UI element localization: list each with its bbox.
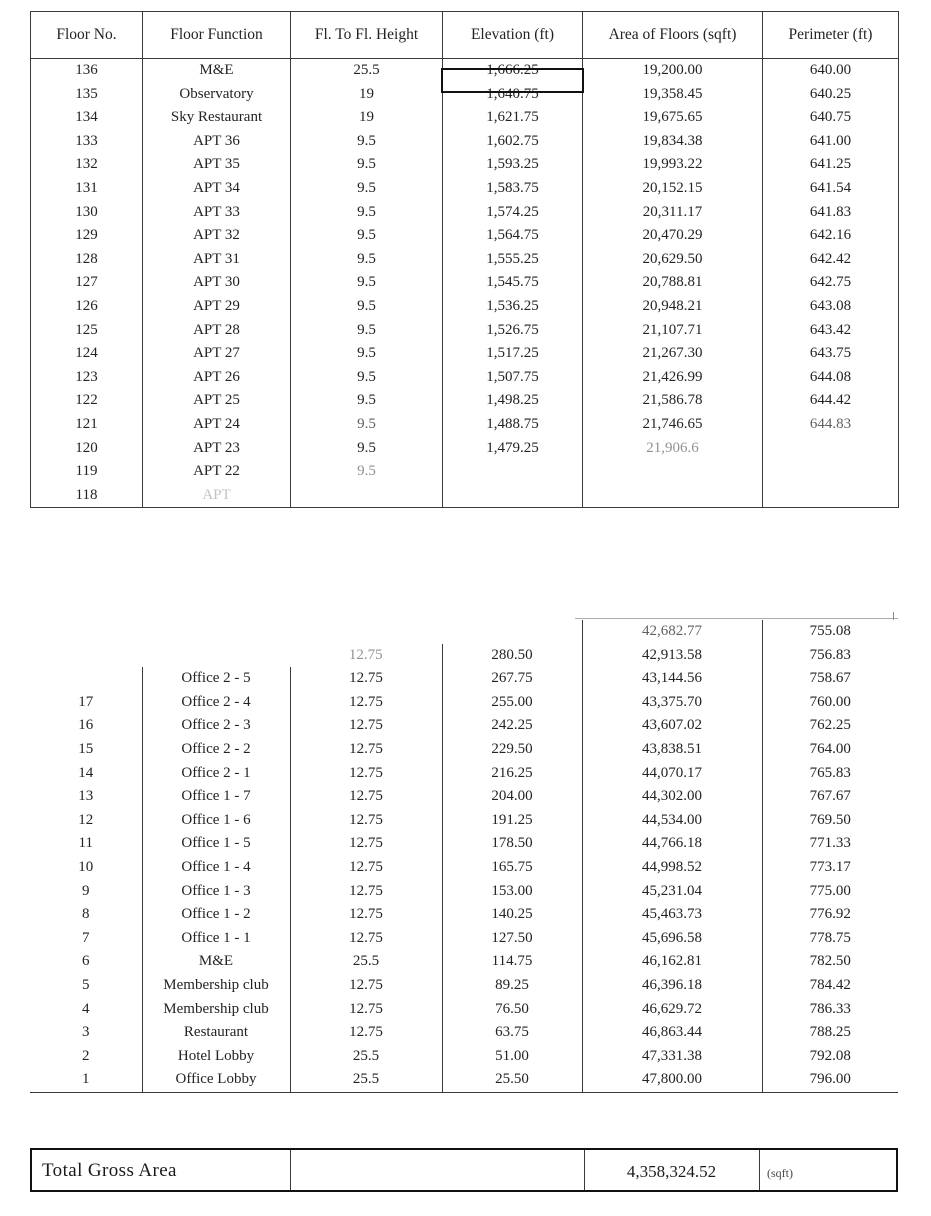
cell-perimeter: 775.00	[809, 882, 851, 899]
cell-perimeter: 776.92	[809, 906, 851, 923]
cell-perimeter: 773.17	[809, 858, 851, 875]
cell-floor-no: 11	[30, 832, 142, 856]
cell-perimeter: 786.33	[809, 1000, 851, 1017]
cell-floor-function: Observatory	[143, 83, 291, 107]
cell-elevation: 255.00	[442, 691, 582, 715]
cell-elevation: 63.75	[442, 1021, 582, 1045]
cell-height: 9.5	[291, 248, 443, 272]
table-row	[30, 691, 898, 715]
cell-area: 42,682.77	[582, 620, 762, 644]
cell-height: 25.5	[290, 1045, 442, 1069]
cell-area: 21,107.71	[583, 319, 763, 343]
cell-height: 12.75	[290, 644, 442, 668]
cell-floor-function: Office 2 - 4	[142, 691, 290, 715]
cell-perimeter: 796.00	[762, 1068, 898, 1092]
cell-floor-function: APT 25	[143, 389, 291, 413]
cell-perimeter: 640.25	[809, 85, 852, 102]
cell-floor-no: 125	[31, 319, 143, 343]
cell-floor-function: APT 33	[143, 201, 291, 225]
table-row	[31, 130, 899, 154]
cell-height: 12.75	[290, 809, 442, 833]
cell-area: 46,629.72	[582, 998, 762, 1022]
table-row	[31, 389, 899, 413]
table-row	[30, 927, 898, 951]
cell-elevation: 1,479.25	[443, 437, 583, 461]
tick-mark	[893, 612, 894, 620]
cell-perimeter: 765.83	[809, 764, 851, 781]
table-row	[30, 1045, 898, 1069]
cell-elevation: 1,507.75	[443, 366, 583, 390]
cell-height: 12.75	[290, 880, 442, 904]
cell-height: 9.5	[291, 177, 443, 201]
cell-floor-no	[30, 620, 142, 644]
divider	[759, 1150, 760, 1190]
cell-floor-function: APT 29	[143, 295, 291, 319]
table-row	[30, 950, 898, 974]
cell-perimeter: 642.75	[809, 274, 852, 291]
cell-elevation: 178.50	[442, 832, 582, 856]
cell-floor-no: 1	[30, 1068, 142, 1092]
cell-height: 9.5	[291, 389, 443, 413]
table-row	[30, 856, 898, 880]
table-row	[31, 484, 899, 508]
cell-area: 19,993.22	[583, 153, 763, 177]
cell-elevation: 242.25	[442, 714, 582, 738]
cell-perimeter: 640.00	[809, 62, 852, 78]
cell-floor-no: 14	[30, 762, 142, 786]
cell-perimeter: 643.42	[809, 321, 852, 338]
cell-elevation: 1,536.25	[443, 295, 583, 319]
table-row	[31, 271, 899, 295]
cell-area: 47,800.00	[582, 1068, 762, 1092]
cell-floor-no: 16	[30, 714, 142, 738]
cell-perimeter: 755.08	[809, 623, 851, 639]
cell-floor-function: M&E	[142, 950, 290, 974]
cell-floor-no: 6	[30, 950, 142, 974]
cell-height: 12.75	[290, 762, 442, 786]
cell-floor-no: 124	[31, 342, 143, 366]
cell-area: 43,838.51	[582, 738, 762, 762]
cell-perimeter: 788.25	[809, 1024, 851, 1041]
cell-floor-function: Office 2 - 1	[142, 762, 290, 786]
cell-height: 12.75	[290, 903, 442, 927]
cell-elevation	[443, 484, 583, 508]
table-row	[31, 106, 899, 130]
cell-floor-no: 134	[31, 106, 143, 130]
cell-height: 25.5	[290, 1068, 442, 1092]
cell-area: 21,746.65	[583, 413, 763, 437]
cell-height: 9.5	[291, 201, 443, 225]
column-header-floor-function: Floor Function	[143, 12, 291, 59]
cell-area: 44,998.52	[582, 856, 762, 880]
cell-floor-function: Office 2 - 3	[142, 714, 290, 738]
cell-perimeter: 778.75	[809, 929, 851, 946]
lower-table-body	[30, 620, 898, 1092]
cell-height	[291, 484, 443, 508]
cell-floor-no: 10	[30, 856, 142, 880]
cell-floor-no: 7	[30, 927, 142, 951]
table-row	[31, 59, 899, 83]
cell-area: 19,358.45	[583, 83, 763, 107]
cell-area: 44,070.17	[582, 762, 762, 786]
table-row	[31, 153, 899, 177]
cell-height: 9.5	[291, 460, 443, 484]
cell-floor-no: 136	[31, 59, 143, 83]
cell-height: 12.75	[290, 856, 442, 880]
cell-height: 9.5	[291, 271, 443, 295]
table-row	[30, 1068, 898, 1092]
cell-floor-function: APT 32	[143, 224, 291, 248]
total-gross-area-row	[30, 1148, 898, 1192]
cell-floor-no: 12	[30, 809, 142, 833]
upper-table-body	[31, 59, 899, 508]
table-header-row	[31, 12, 899, 59]
table-row	[30, 620, 898, 644]
cell-elevation: 127.50	[442, 927, 582, 951]
cell-height: 9.5	[291, 224, 443, 248]
cell-height: 9.5	[291, 153, 443, 177]
cell-elevation	[442, 620, 582, 644]
cell-floor-no: 129	[31, 224, 143, 248]
cell-area: 19,200.00	[583, 59, 763, 83]
cell-floor-no: 15	[30, 738, 142, 762]
cell-area: 19,675.65	[583, 106, 763, 130]
cell-area: 46,863.44	[582, 1021, 762, 1045]
cell-floor-no: 3	[30, 1021, 142, 1045]
cell-floor-no: 135	[31, 83, 143, 107]
cell-floor-function: Office 1 - 1	[142, 927, 290, 951]
cell-floor-no: 8	[30, 903, 142, 927]
cell-floor-function: APT 26	[143, 366, 291, 390]
cell-height: 12.75	[290, 714, 442, 738]
cell-area: 47,331.38	[582, 1045, 762, 1069]
cell-floor-no: 130	[31, 201, 143, 225]
cell-perimeter: 641.83	[809, 203, 852, 220]
cell-floor-function: APT 23	[143, 437, 291, 461]
cell-elevation: 1,545.75	[443, 271, 583, 295]
cell-height: 12.75	[290, 667, 442, 691]
cell-elevation: 204.00	[442, 785, 582, 809]
column-header-area: Area of Floors (sqft)	[583, 12, 763, 59]
cell-height: 9.5	[291, 295, 443, 319]
total-value: 4,358,324.52	[626, 1162, 717, 1181]
cell-perimeter: 641.54	[809, 179, 852, 196]
cell-perimeter: 644.08	[809, 368, 852, 385]
cell-elevation: 1,640.75	[443, 83, 583, 107]
cell-height: 9.5	[291, 319, 443, 343]
cell-floor-function: Membership club	[142, 998, 290, 1022]
total-label: Total Gross Area	[42, 1160, 177, 1181]
cell-floor-function: APT	[143, 484, 291, 508]
cell-elevation: 25.50	[442, 1068, 582, 1092]
cell-area: 43,144.56	[582, 667, 762, 691]
cell-area: 43,607.02	[582, 714, 762, 738]
cell-floor-function: Office 1 - 5	[142, 832, 290, 856]
cell-elevation: 140.25	[442, 903, 582, 927]
cell-area: 20,948.21	[583, 295, 763, 319]
cell-area: 42,913.58	[582, 644, 762, 668]
cell-perimeter: 758.67	[809, 670, 851, 687]
cell-floor-function: M&E	[143, 59, 291, 83]
cell-height: 12.75	[290, 832, 442, 856]
cell-area: 20,152.15	[583, 177, 763, 201]
cell-floor-no: 132	[31, 153, 143, 177]
cell-area: 45,231.04	[582, 880, 762, 904]
cell-elevation: 1,583.75	[443, 177, 583, 201]
cell-height: 9.5	[291, 413, 443, 437]
cell-perimeter: 764.00	[809, 740, 851, 757]
cell-floor-no: 121	[31, 413, 143, 437]
cell-area: 19,834.38	[583, 130, 763, 154]
cell-perimeter: 784.42	[809, 976, 851, 993]
cell-floor-no: 120	[31, 437, 143, 461]
cell-floor-no	[30, 667, 142, 691]
cell-elevation: 267.75	[442, 667, 582, 691]
cell-floor-no: 4	[30, 998, 142, 1022]
cell-perimeter: 762.25	[809, 717, 851, 734]
cell-perimeter: 782.50	[809, 953, 851, 970]
cell-perimeter: 643.08	[809, 297, 852, 314]
table-row	[30, 644, 898, 668]
cell-perimeter: 767.67	[809, 788, 851, 805]
cell-floor-function: APT 34	[143, 177, 291, 201]
table-row	[31, 460, 899, 484]
table-row	[30, 880, 898, 904]
table-row	[30, 785, 898, 809]
cell-perimeter	[763, 484, 899, 508]
upper-table	[30, 11, 899, 508]
cell-height: 12.75	[290, 998, 442, 1022]
cell-height: 25.5	[291, 59, 443, 83]
table-row	[31, 224, 899, 248]
cell-perimeter	[763, 437, 899, 461]
table-row	[31, 83, 899, 107]
cell-floor-function: Office 1 - 7	[142, 785, 290, 809]
cell-floor-function: Office Lobby	[142, 1068, 290, 1092]
cell-elevation: 1,488.75	[443, 413, 583, 437]
cell-floor-no: 127	[31, 271, 143, 295]
cell-height: 12.75	[290, 738, 442, 762]
cell-floor-function: Restaurant	[142, 1021, 290, 1045]
cell-floor-no: 133	[31, 130, 143, 154]
cell-height: 12.75	[290, 974, 442, 998]
cell-elevation: 165.75	[442, 856, 582, 880]
cell-height: 19	[291, 106, 443, 130]
cell-perimeter: 643.75	[809, 345, 852, 362]
cell-floor-no: 9	[30, 880, 142, 904]
cell-area: 20,470.29	[583, 224, 763, 248]
cell-area: 20,629.50	[583, 248, 763, 272]
cell-area: 21,586.78	[583, 389, 763, 413]
cell-area: 45,696.58	[582, 927, 762, 951]
cell-area: 46,396.18	[582, 974, 762, 998]
cell-floor-no: 118	[31, 484, 143, 508]
cell-perimeter	[763, 460, 899, 484]
cell-floor-function: APT 28	[143, 319, 291, 343]
cell-height: 9.5	[291, 130, 443, 154]
table-row	[30, 998, 898, 1022]
cell-floor-function: Office 1 - 2	[142, 903, 290, 927]
cell-floor-no: 119	[31, 460, 143, 484]
cell-floor-function: APT 27	[143, 342, 291, 366]
table-row	[31, 413, 899, 437]
cell-floor-no: 2	[30, 1045, 142, 1069]
table-row	[31, 342, 899, 366]
cell-height: 12.75	[290, 927, 442, 951]
cell-perimeter: 641.25	[809, 156, 852, 173]
cell-perimeter: 641.00	[809, 132, 852, 149]
cell-height: 9.5	[291, 366, 443, 390]
cell-height: 12.75	[290, 691, 442, 715]
cell-height: 19	[291, 83, 443, 107]
cell-elevation: 1,602.75	[443, 130, 583, 154]
partial-rule	[575, 618, 898, 619]
lower-floor-schedule-table	[30, 620, 898, 1093]
cell-floor-function	[142, 620, 290, 644]
cell-area: 20,311.17	[583, 201, 763, 225]
upper-floor-schedule-table	[30, 11, 898, 508]
cell-floor-no	[30, 644, 142, 668]
cell-floor-no: 122	[31, 389, 143, 413]
cell-floor-no: 126	[31, 295, 143, 319]
cell-elevation: 216.25	[442, 762, 582, 786]
cell-floor-function: Office 2 - 2	[142, 738, 290, 762]
cell-area: 21,906.6	[583, 437, 763, 461]
cell-area: 44,534.00	[582, 809, 762, 833]
cell-floor-function: Sky Restaurant	[143, 106, 291, 130]
cell-elevation: 229.50	[442, 738, 582, 762]
cell-floor-no: 123	[31, 366, 143, 390]
cell-elevation	[443, 460, 583, 484]
table-row	[30, 714, 898, 738]
table-row	[30, 903, 898, 927]
divider	[290, 1150, 291, 1190]
cell-perimeter: 642.16	[809, 227, 852, 244]
cell-elevation: 1,517.25	[443, 342, 583, 366]
cell-height: 9.5	[291, 437, 443, 461]
cell-area: 46,162.81	[582, 950, 762, 974]
cell-floor-function: APT 24	[143, 413, 291, 437]
cell-elevation: 1,574.25	[443, 201, 583, 225]
cell-perimeter: 644.42	[809, 392, 852, 409]
table-row	[30, 667, 898, 691]
table-row	[31, 201, 899, 225]
cell-perimeter: 760.00	[809, 693, 851, 710]
table-row	[30, 1021, 898, 1045]
table-row	[31, 319, 899, 343]
cell-area	[583, 460, 763, 484]
cell-perimeter: 771.33	[809, 835, 851, 852]
table-row	[30, 738, 898, 762]
cell-perimeter: 642.42	[809, 250, 852, 267]
table-row	[30, 762, 898, 786]
table-row	[31, 295, 899, 319]
cell-area: 45,463.73	[582, 903, 762, 927]
cell-floor-function: Office 1 - 6	[142, 809, 290, 833]
cell-floor-function: Office 2 - 5	[142, 667, 290, 691]
cell-area: 20,788.81	[583, 271, 763, 295]
cell-floor-function: Hotel Lobby	[142, 1045, 290, 1069]
cell-area: 21,267.30	[583, 342, 763, 366]
cell-area	[583, 484, 763, 508]
cell-elevation: 76.50	[442, 998, 582, 1022]
cell-elevation: 280.50	[442, 644, 582, 668]
cell-elevation: 1,526.75	[443, 319, 583, 343]
cell-perimeter: 644.83	[809, 415, 852, 432]
cell-area: 21,426.99	[583, 366, 763, 390]
cell-area: 44,302.00	[582, 785, 762, 809]
cell-elevation: 1,621.75	[443, 106, 583, 130]
cell-height: 25.5	[290, 950, 442, 974]
cell-elevation: 153.00	[442, 880, 582, 904]
cell-floor-function: APT 30	[143, 271, 291, 295]
table-row	[31, 248, 899, 272]
table-row	[30, 832, 898, 856]
lower-table	[30, 620, 898, 1093]
cell-floor-function	[142, 644, 290, 668]
cell-floor-function: Office 1 - 4	[142, 856, 290, 880]
cell-floor-no: 17	[30, 691, 142, 715]
cell-perimeter: 756.83	[809, 646, 851, 663]
cell-elevation: 114.75	[442, 950, 582, 974]
cell-floor-no: 128	[31, 248, 143, 272]
column-header-floor-no: Floor No.	[31, 12, 143, 59]
cell-perimeter: 640.75	[809, 109, 852, 126]
table-row	[31, 177, 899, 201]
cell-floor-function: APT 22	[143, 460, 291, 484]
table-row	[30, 974, 898, 998]
cell-floor-no: 13	[30, 785, 142, 809]
cell-elevation: 1,593.25	[443, 153, 583, 177]
column-header-perimeter: Perimeter (ft)	[763, 12, 899, 59]
cell-height: 12.75	[290, 1021, 442, 1045]
cell-height	[290, 620, 442, 644]
cell-area: 43,375.70	[582, 691, 762, 715]
cell-floor-function: Membership club	[142, 974, 290, 998]
cell-floor-no: 5	[30, 974, 142, 998]
table-row	[31, 366, 899, 390]
cell-perimeter: 792.08	[809, 1047, 851, 1064]
cell-elevation: 1,666.25	[443, 59, 583, 83]
column-header-elevation: Elevation (ft)	[443, 12, 583, 59]
cell-elevation: 1,498.25	[443, 389, 583, 413]
cell-floor-no: 131	[31, 177, 143, 201]
cell-elevation: 89.25	[442, 974, 582, 998]
cell-perimeter: 769.50	[809, 811, 851, 828]
cell-floor-function: APT 35	[143, 153, 291, 177]
cell-elevation: 191.25	[442, 809, 582, 833]
cell-elevation: 1,564.75	[443, 224, 583, 248]
total-unit: (sqft)	[767, 1166, 793, 1180]
table-row	[30, 809, 898, 833]
table-row	[31, 437, 899, 461]
cell-floor-function: APT 36	[143, 130, 291, 154]
cell-area: 44,766.18	[582, 832, 762, 856]
column-header-floor-height: Fl. To Fl. Height	[291, 12, 443, 59]
cell-floor-function: Office 1 - 3	[142, 880, 290, 904]
cell-height: 9.5	[291, 342, 443, 366]
cell-height: 12.75	[290, 785, 442, 809]
cell-elevation: 51.00	[442, 1045, 582, 1069]
cell-elevation: 1,555.25	[443, 248, 583, 272]
cell-floor-function: APT 31	[143, 248, 291, 272]
